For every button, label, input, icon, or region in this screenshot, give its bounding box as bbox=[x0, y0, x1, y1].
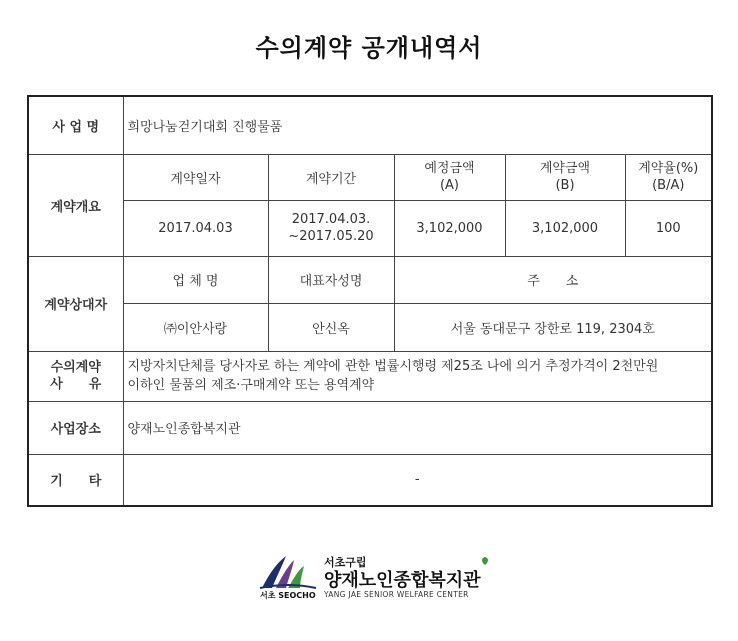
logo-district: 서초구립 bbox=[324, 556, 367, 569]
contract-rate-header-line1: 계약율(%) bbox=[638, 161, 699, 176]
contract-amount-header-line1: 계약금액 bbox=[539, 161, 591, 176]
contract-period-value-line2: ~2017.05.20 bbox=[288, 229, 374, 244]
counterparty-label: 계약상대자 bbox=[28, 256, 123, 351]
contract-period-header: 계약기간 bbox=[268, 154, 394, 200]
contract-rate-value: 100 bbox=[625, 200, 712, 256]
row-project-name bbox=[28, 96, 712, 154]
location-value: 양재노인종합복지관 bbox=[123, 401, 712, 454]
contract-date-value: 2017.04.03 bbox=[123, 200, 268, 256]
representative-value: 안신옥 bbox=[268, 303, 394, 351]
reason-value bbox=[123, 351, 712, 401]
reason-value-line1: 지방자치단체를 당사자로 하는 계약에 관한 법률시행령 제25조 나에 의거 추정가격이 2천만원 bbox=[127, 359, 659, 374]
company-header: 업 체 명 bbox=[123, 256, 268, 303]
contract-rate-header-line2: (B/A) bbox=[652, 178, 685, 193]
row-etc bbox=[28, 454, 712, 506]
contract-amount-value: 3,102,000 bbox=[505, 200, 625, 256]
logo-english: YANG JAE SENIOR WELFARE CENTER bbox=[324, 590, 469, 599]
project-name-label: 사 업 명 bbox=[28, 96, 123, 154]
estimated-amount-value: 3,102,000 bbox=[394, 200, 505, 256]
contract-amount-header bbox=[505, 154, 625, 200]
etc-label: 기 타 bbox=[28, 454, 123, 506]
contract-rate-header bbox=[625, 154, 712, 200]
contract-date-header: 계약일자 bbox=[123, 154, 268, 200]
page-title: 수의계약 공개내역서 bbox=[255, 34, 483, 62]
estimated-amount-header-line2: (A) bbox=[439, 178, 460, 193]
project-name-value: 희망나눔걷기대회 진행물품 bbox=[123, 96, 712, 154]
address-header: 주 소 bbox=[394, 256, 712, 303]
row-counterparty-headers bbox=[28, 256, 712, 303]
etc-value: - bbox=[123, 454, 712, 506]
estimated-amount-header bbox=[394, 154, 505, 200]
row-reason bbox=[28, 351, 712, 401]
leaf-icon bbox=[480, 556, 490, 566]
location-label: 사업장소 bbox=[28, 401, 123, 454]
logo-name: 양재노인종합복지관 bbox=[324, 570, 481, 591]
estimated-amount-header-line1: 예정금액 bbox=[424, 161, 475, 176]
contract-amount-header-line2: (B) bbox=[555, 178, 575, 193]
contract-period-value-line1: 2017.04.03. bbox=[291, 212, 371, 227]
address-value: 서울 동대문구 장한로 119, 2304호 bbox=[394, 303, 712, 351]
row-overview-values bbox=[28, 200, 712, 256]
row-counterparty-values bbox=[28, 303, 712, 351]
center-logo bbox=[258, 552, 488, 602]
contract-disclosure-table bbox=[27, 95, 713, 507]
reason-label-line1: 수의계약 bbox=[50, 360, 101, 375]
logo-mark-text: 서초 SEOCHO bbox=[260, 591, 316, 600]
reason-value-line2: 이하인 물품의 제조·구매계약 또는 용역계약 bbox=[127, 378, 375, 393]
reason-label-line2: 사 유 bbox=[50, 377, 102, 392]
contract-overview-label: 계약개요 bbox=[28, 154, 123, 256]
representative-header: 대표자성명 bbox=[268, 256, 394, 303]
reason-label bbox=[28, 351, 123, 401]
row-location bbox=[28, 401, 712, 454]
contract-period-value bbox=[268, 200, 394, 256]
row-overview-headers bbox=[28, 154, 712, 200]
company-value: ㈜이안사랑 bbox=[123, 303, 268, 351]
